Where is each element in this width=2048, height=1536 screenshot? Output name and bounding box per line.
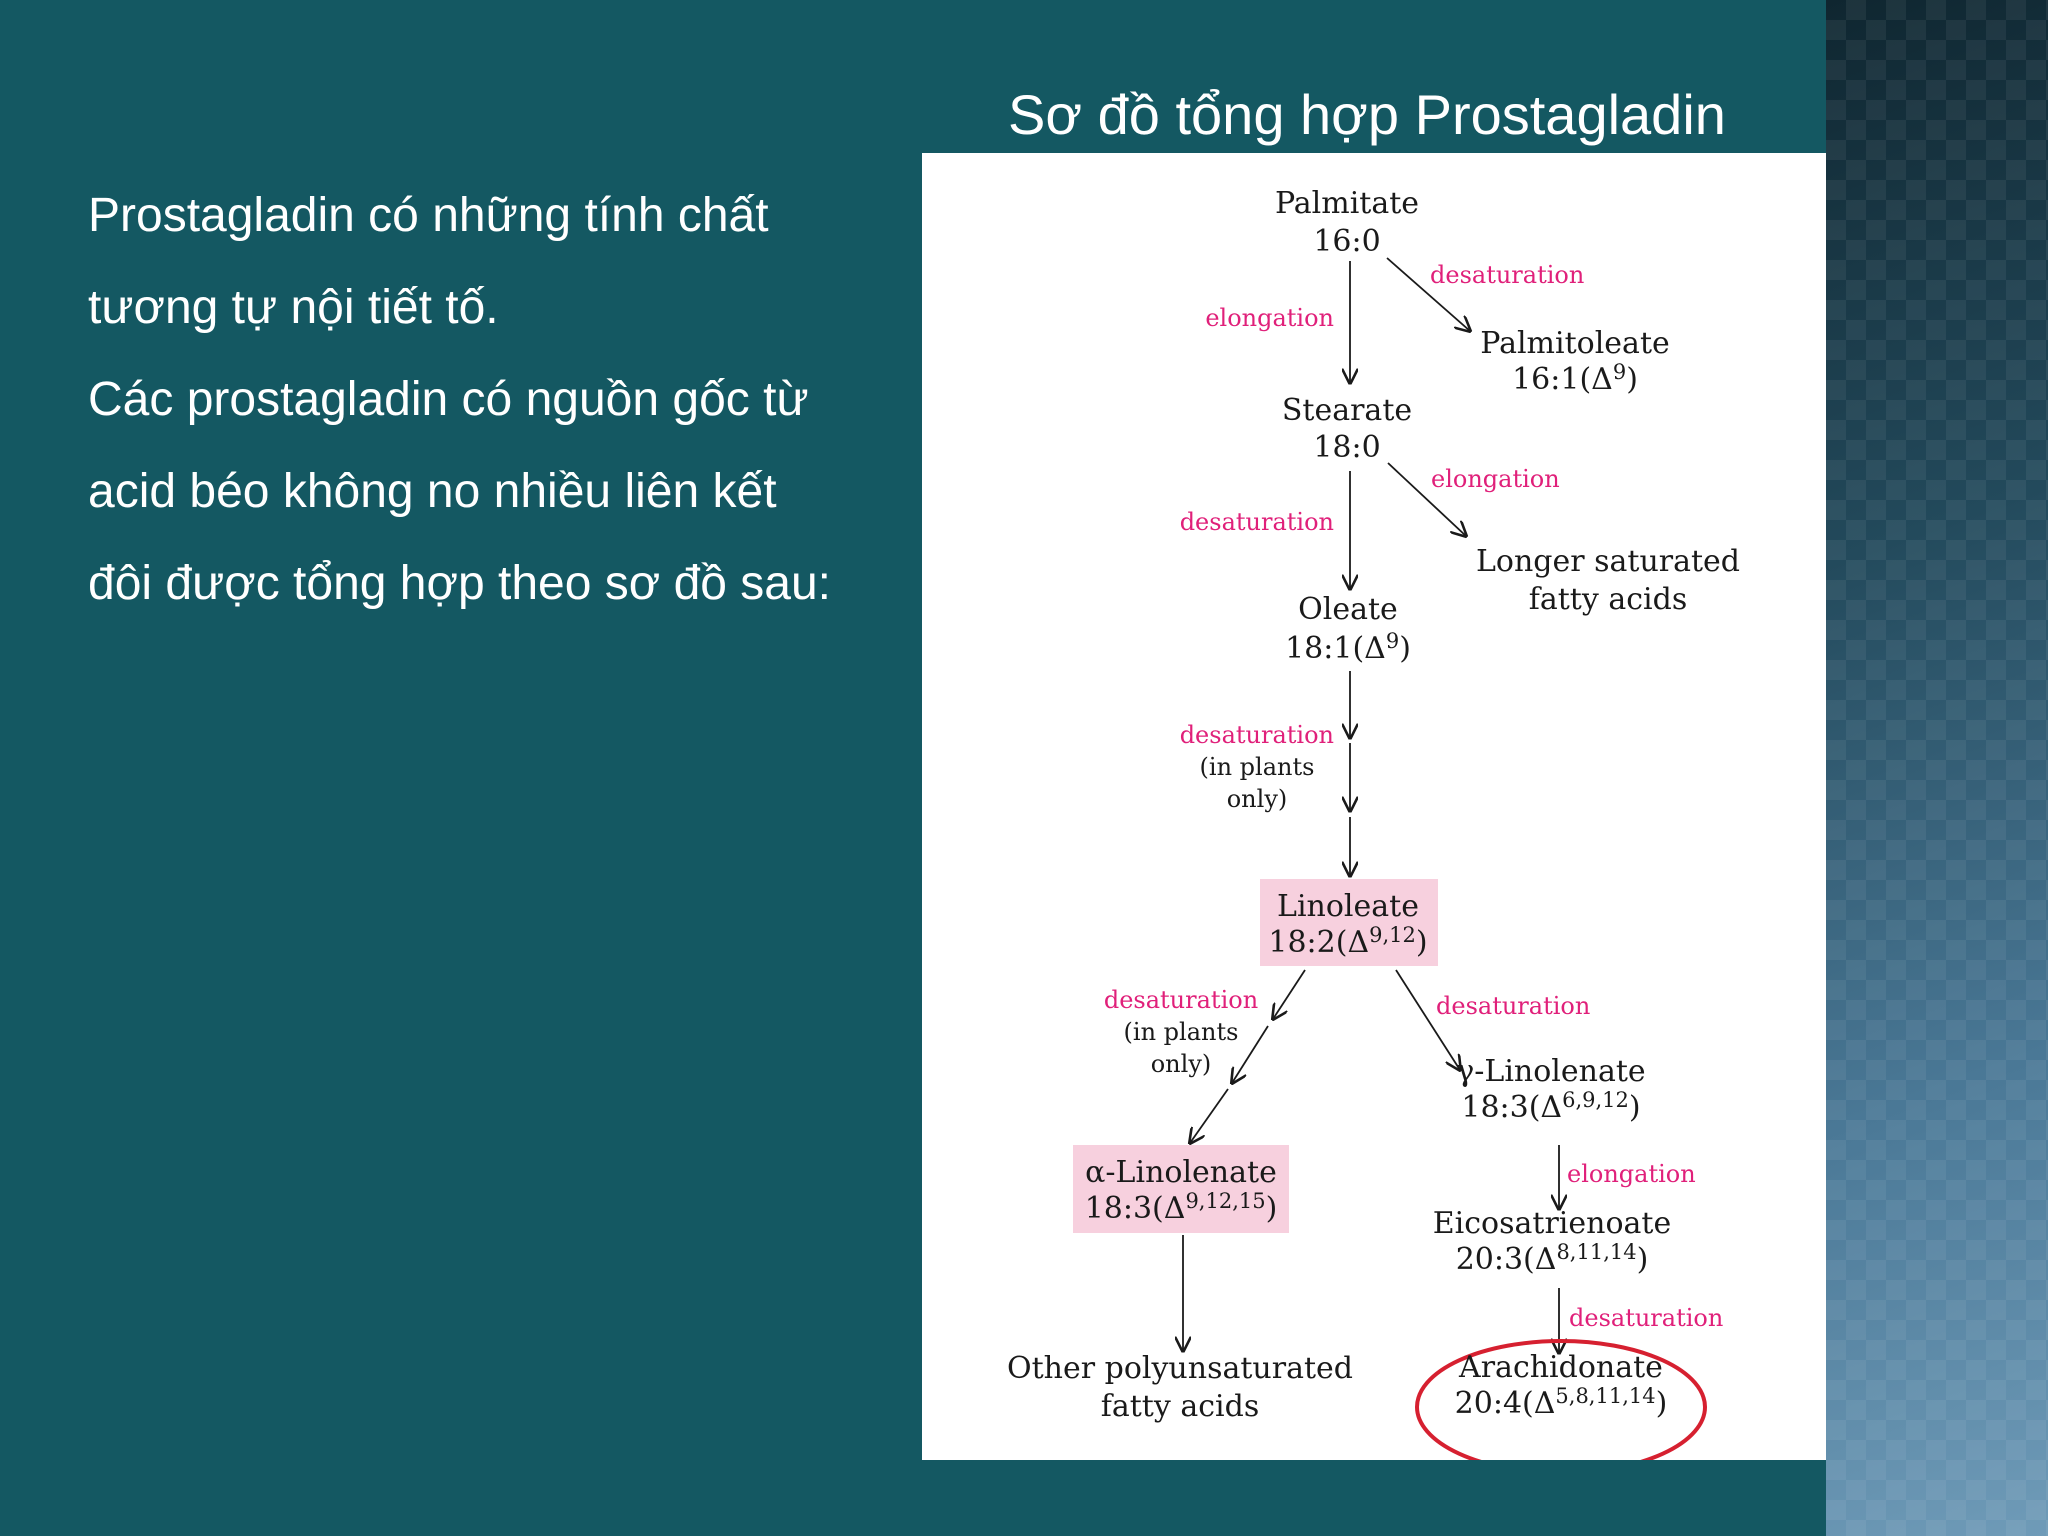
node-palmitoleate-name: Palmitoleate	[1480, 326, 1670, 361]
step-stearate-desaturation: desaturation	[1179, 508, 1334, 536]
body-line-2: tương tự nội tiết tố.	[88, 281, 499, 334]
step-stearate-elongation: elongation	[1431, 465, 1560, 493]
node-eicosatrienoate-formula: $20:3(\Delta^{8,11,14})$	[1455, 1240, 1649, 1277]
body-text	[88, 170, 908, 630]
node-oleate-name: Oleate	[1298, 592, 1398, 627]
step-linoleate-note-line-1: (in plants	[1123, 1018, 1239, 1046]
node-linoleate-formula: $18:2(\Delta^{9,12})$	[1268, 923, 1428, 960]
body-line-4: acid béo không no nhiều liên kết	[88, 465, 777, 518]
node-linoleate-name: Linoleate	[1277, 889, 1419, 924]
diagram-svg	[922, 153, 1826, 1460]
step-linoleate-desaturation-left: desaturation	[1103, 986, 1259, 1014]
step-oleate-desaturation: desaturation	[1179, 721, 1334, 749]
body-line-3: Các prostagladin có nguồn gốc từ	[88, 373, 809, 426]
node-arachidonate-formula: $20:4(\Delta^{5,8,11,14})$	[1454, 1384, 1668, 1421]
step-linoleate-note-line-2: only)	[1150, 1050, 1212, 1078]
body-line-5: đôi được tổng hợp theo sơ đồ sau:	[88, 557, 832, 610]
node-oleate-formula: $18:1(\Delta^9)$	[1285, 629, 1411, 666]
node-other-polyunsaturated-name: Other polyunsaturated	[1007, 1351, 1353, 1386]
decorative-side-panel	[1826, 0, 2048, 1536]
node-longer-name: Longer saturated	[1475, 544, 1741, 579]
node-eicosatrienoate-name: Eicosatrienoate	[1432, 1206, 1672, 1241]
step-eicosa-desaturation: desaturation	[1569, 1304, 1724, 1332]
slide-title: Sơ đồ tổng hợp Prostagladin	[1008, 83, 1726, 146]
body-line-1: Prostagladin có những tính chất	[88, 189, 769, 242]
step-palmitate-desaturation: desaturation	[1430, 261, 1585, 289]
step-oleate-note-line-1: (in plants	[1199, 753, 1315, 781]
node-palmitoleate-formula: $16:1(\Delta^9)$	[1512, 360, 1638, 397]
arrow-linoleate-alpha-a	[1273, 970, 1305, 1019]
step-oleate-note-line-2: only)	[1226, 785, 1288, 813]
fatty-acid-synthesis-diagram	[922, 153, 1826, 1460]
arrow-linoleate-alpha-c	[1190, 1089, 1228, 1143]
node-stearate-name: Stearate	[1281, 393, 1413, 428]
step-linoleate-desaturation-right: desaturation	[1436, 992, 1591, 1020]
node-gamma-linolenate-formula: $18:3(\Delta^{6,9,12})$	[1461, 1088, 1641, 1125]
step-gamma-elongation: elongation	[1567, 1160, 1696, 1188]
node-longer-formula: fatty acids	[1528, 582, 1688, 617]
node-palmitate-name: Palmitate	[1274, 186, 1420, 221]
step-palmitate-elongation: elongation	[1205, 304, 1334, 332]
node-palmitate-formula: 16:0	[1313, 224, 1381, 259]
node-alpha-linolenate-name: α-Linolenate	[1085, 1155, 1277, 1190]
node-arachidonate-name: Arachidonate	[1459, 1350, 1663, 1385]
node-alpha-linolenate-formula: $18:3(\Delta^{9,12,15})$	[1084, 1189, 1278, 1226]
node-gamma-linolenate-name: γ-Linolenate	[1456, 1054, 1646, 1089]
node-other-polyunsaturated-formula: fatty acids	[1100, 1389, 1260, 1424]
node-stearate-formula: 18:0	[1313, 430, 1381, 465]
arrow-linoleate-gamma	[1396, 970, 1460, 1070]
